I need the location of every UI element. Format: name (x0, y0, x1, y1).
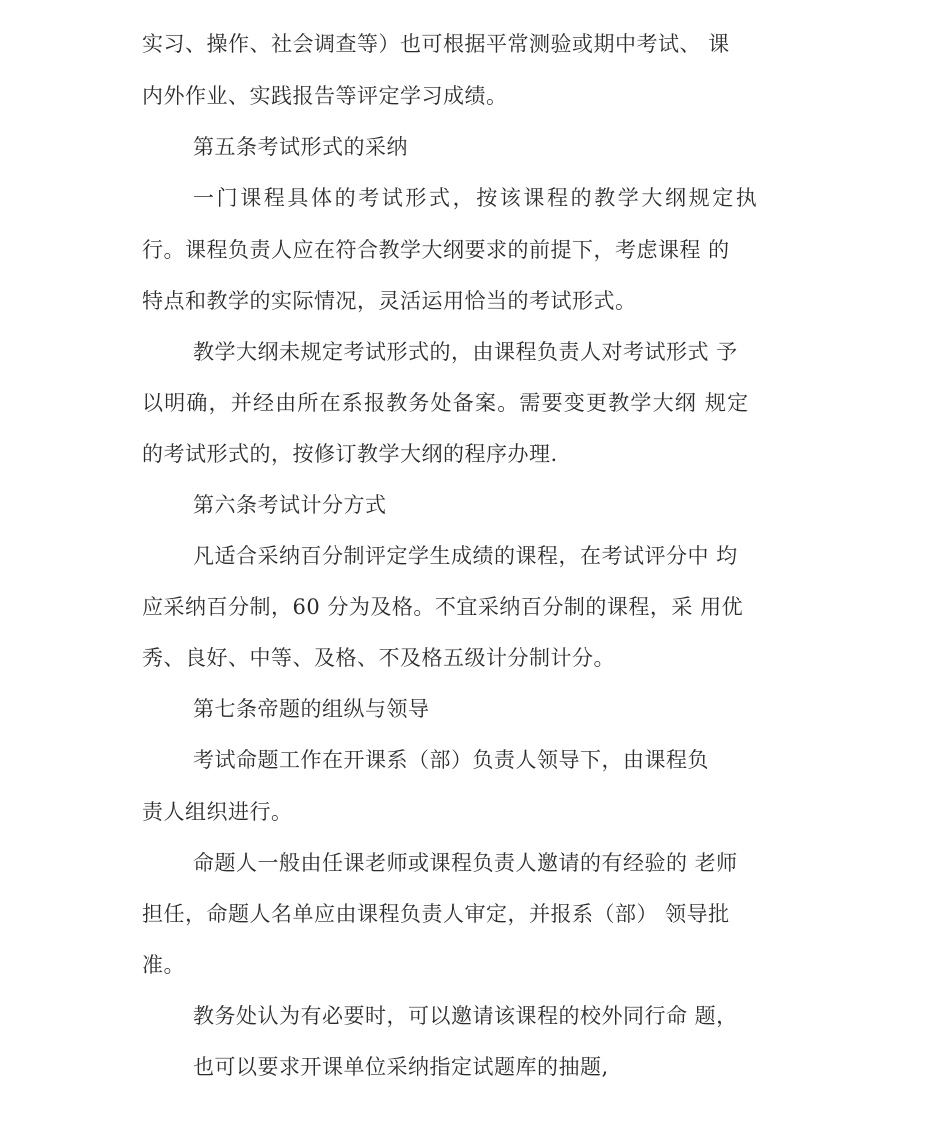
section-heading-article-5: 第五条考试形式的采纳 (193, 135, 408, 159)
paragraph-line: 以明确，并经由所在系报教务处备案。需要变更教学大纲 规定 (142, 391, 750, 415)
paragraph-line: 教务处认为有必要时，可以邀请该课程的校外同行命 题， (193, 1004, 738, 1028)
paragraph-line: 凡适合采纳百分制评定学生成绩的课程，在考试评分中 均 (193, 544, 738, 568)
paragraph-line: 考试命题工作在开课系（部）负责人领导下，由课程负 (193, 748, 709, 772)
paragraph-line: 实习、操作、社会调查等）也可根据平常测验或期中考试、 课 (142, 32, 730, 56)
paragraph-line: 准。 (142, 953, 185, 977)
paragraph-line: 教学大纲未规定考试形式的，由课程负责人对考试形式 予 (193, 340, 738, 364)
paragraph-line: 责人组织进行。 (142, 800, 293, 824)
paragraph-line: 特点和教学的实际情况，灵活运用恰当的考试形式。 (142, 289, 637, 313)
paragraph-line: 也可以要求开课单位采纳指定试题库的抽题, (193, 1055, 609, 1079)
paragraph-line: 应采纳百分制，60 分为及格。不宜采纳百分制的课程，采 用优 (142, 595, 744, 619)
paragraph-line: 行。课程负责人应在符合教学大纲要求的前提下，考虑课程 的 (142, 238, 730, 262)
paragraph-line: 担任，命题人名单应由课程负责人审定，并报系（部） 领导批 (142, 902, 730, 926)
paragraph-line: 内外作业、实践报告等评定学习成绩。 (142, 84, 508, 108)
section-heading-article-7: 第七条帝题的组纵与领导 (193, 697, 430, 721)
paragraph-line: 的考试形式的，按修订教学大纲的程序办理. (142, 442, 558, 466)
paragraph-line: 秀、良好、中等、及格、不及格五级计分制计分。 (142, 646, 615, 670)
section-heading-article-6: 第六条考试计分方式 (193, 493, 387, 517)
paragraph-line: 命题人一般由任课老师或课程负责人邀请的有经验的 老师 (193, 851, 738, 875)
paragraph-line: 一门课程具体的考试形式，按该课程的教学大纲规定执 (193, 186, 760, 210)
